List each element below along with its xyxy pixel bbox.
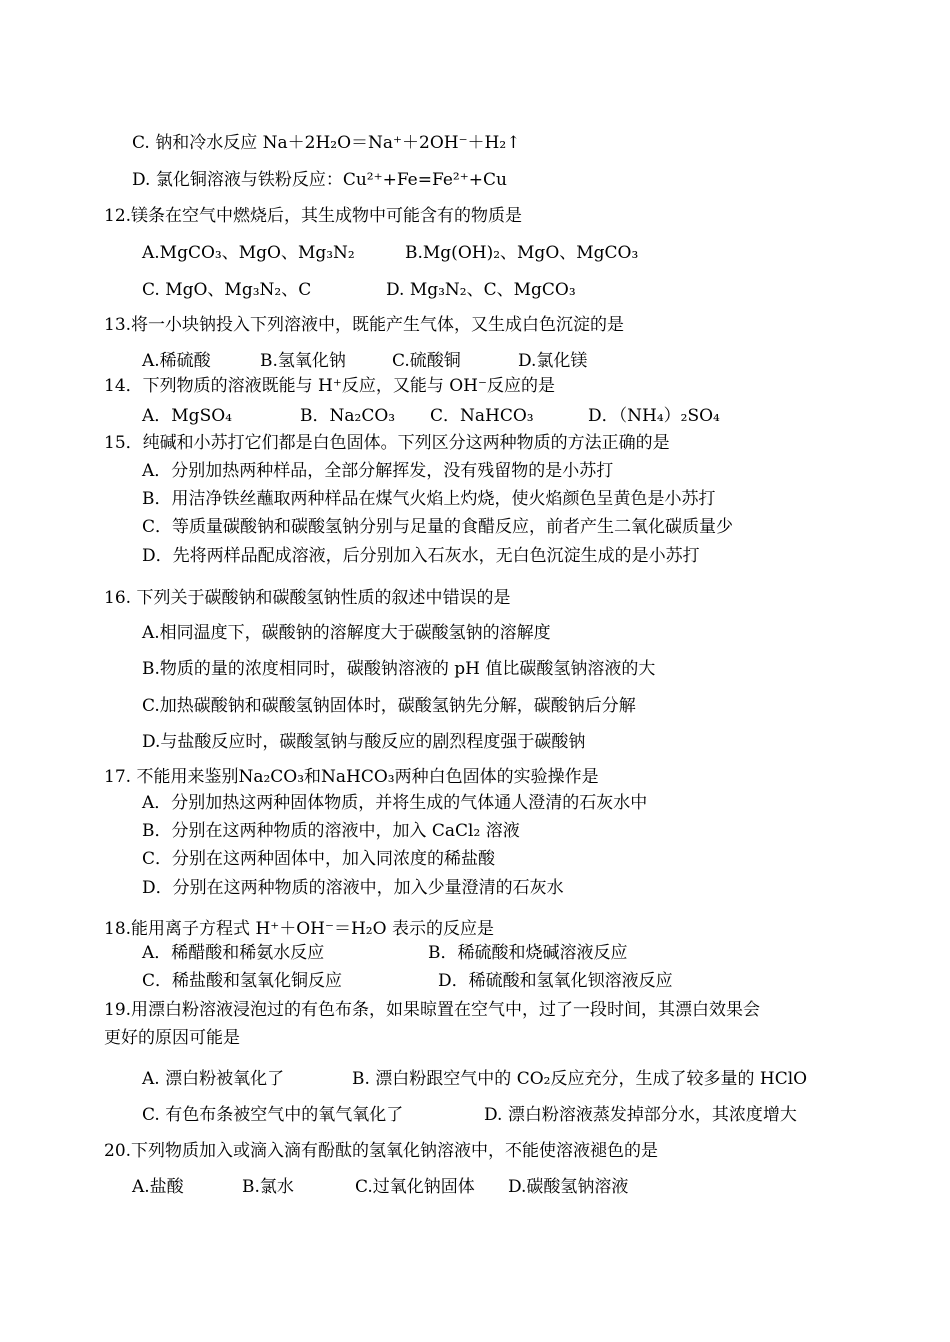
q18-option-a: A．稀醋酸和稀氨水反应 [142, 943, 325, 963]
q12-stem: 12.镁条在空气中燃烧后，其生成物中可能含有的物质是 [104, 206, 523, 226]
q18-option-d: D．稀硫酸和氢氧化钡溶液反应 [438, 971, 673, 991]
q14-stem: 14．下列物质的溶液既能与 H⁺反应，又能与 OH⁻反应的是 [104, 376, 555, 396]
q12-option-b: B.Mg(OH)₂、MgO、MgCO₃ [405, 243, 639, 263]
q16-option-d: D.与盐酸反应时，碳酸氢钠与酸反应的剧烈程度强于碳酸钠 [142, 732, 586, 752]
q19-option-b: B. 漂白粉跟空气中的 CO₂反应充分，生成了较多量的 HClO [352, 1069, 808, 1089]
q16-option-a: A.相同温度下，碳酸钠的溶解度大于碳酸氢钠的溶解度 [142, 623, 551, 643]
q13-option-c: C.硫酸铜 [392, 351, 461, 371]
q17-option-b: B．分别在这两种物质的溶液中，加入 CaCl₂ 溶液 [142, 821, 520, 841]
q17-option-d: D．分别在这两种物质的溶液中，加入少量澄清的石灰水 [142, 878, 564, 898]
q15-option-d: D．先将两样品配成溶液，后分别加入石灰水，无白色沉淀生成的是小苏打 [142, 546, 700, 566]
q14-option-a: A．MgSO₄ [142, 406, 232, 426]
q15-option-b: B．用洁净铁丝蘸取两种样品在煤气火焰上灼烧，使火焰颜色呈黄色是小苏打 [142, 489, 716, 509]
q14-option-d: D．（NH₄）₂SO₄ [588, 406, 720, 426]
q17-option-c: C．分别在这两种固体中，加入同浓度的稀盐酸 [142, 849, 496, 869]
q14-option-b: B．Na₂CO₃ [300, 406, 396, 426]
q16-option-c: C.加热碳酸钠和碳酸氢钠固体时，碳酸氢钠先分解，碳酸钠后分解 [142, 696, 636, 716]
q20-option-a: A.盐酸 [132, 1177, 184, 1197]
q19-stem-line2: 更好的原因可能是 [104, 1028, 240, 1048]
q18-stem: 18.能用离子方程式 H⁺＋OH⁻＝H₂O 表示的反应是 [104, 919, 494, 939]
q15-option-a: A．分别加热两种样品，全部分解挥发，没有残留物的是小苏打 [142, 461, 614, 481]
q13-option-b: B.氢氧化钠 [260, 351, 346, 371]
q19-stem-line1: 19.用漂白粉溶液浸泡过的有色布条，如果晾置在空气中，过了一段时间，其漂白效果会 [104, 1000, 761, 1020]
q20-option-b: B.氯水 [242, 1177, 294, 1197]
q17-option-a: A．分别加热这两种固体物质，并将生成的气体通人澄清的石灰水中 [142, 793, 648, 813]
q20-stem: 20.下列物质加入或滴入滴有酚酞的氢氧化钠溶液中，不能使溶液褪色的是 [104, 1141, 659, 1161]
q16-option-b: B.物质的量的浓度相同时，碳酸钠溶液的 pH 值比碳酸氢钠溶液的大 [142, 659, 656, 679]
q18-option-c: C．稀盐酸和氢氧化铜反应 [142, 971, 343, 991]
q16-stem: 16. 下列关于碳酸钠和碳酸氢钠性质的叙述中错误的是 [104, 588, 511, 608]
q20-option-d: D.碳酸氢钠溶液 [508, 1177, 629, 1197]
q13-stem: 13.将一小块钠投入下列溶液中，既能产生气体，又生成白色沉淀的是 [104, 315, 625, 335]
q12-option-c: C. MgO、Mg₃N₂、C [142, 280, 312, 300]
q13-option-a: A.稀硫酸 [142, 351, 211, 371]
q19-option-c: C. 有色布条被空气中的氧气氧化了 [142, 1105, 404, 1125]
q19-option-d: D. 漂白粉溶液蒸发掉部分水，其浓度增大 [484, 1105, 797, 1125]
q17-stem: 17. 不能用来鉴别Na₂CO₃和NaHCO₃两种白色固体的实验操作是 [104, 767, 599, 787]
q19-option-a: A. 漂白粉被氧化了 [142, 1069, 285, 1089]
q15-option-c: C．等质量碳酸钠和碳酸氢钠分别与足量的食醋反应，前者产生二氧化碳质量少 [142, 517, 734, 537]
q14-option-c: C．NaHCO₃ [430, 406, 534, 426]
q20-option-c: C.过氧化钠固体 [355, 1177, 475, 1197]
q12-option-a: A.MgCO₃、MgO、Mg₃N₂ [142, 243, 355, 263]
q13-option-d: D.氯化镁 [518, 351, 588, 371]
q11-option-c: C. 钠和冷水反应 Na＋2H₂O＝Na⁺＋2OH⁻＋H₂↑ [132, 133, 521, 153]
q15-stem: 15．纯碱和小苏打它们都是白色固体。下列区分这两种物质的方法正确的是 [104, 433, 670, 453]
q18-option-b: B．稀硫酸和烧碱溶液反应 [428, 943, 628, 963]
q11-option-d: D. 氯化铜溶液与铁粉反应：Cu²⁺+Fe=Fe²⁺+Cu [132, 170, 507, 190]
q12-option-d: D. Mg₃N₂、C、MgCO₃ [386, 280, 576, 300]
